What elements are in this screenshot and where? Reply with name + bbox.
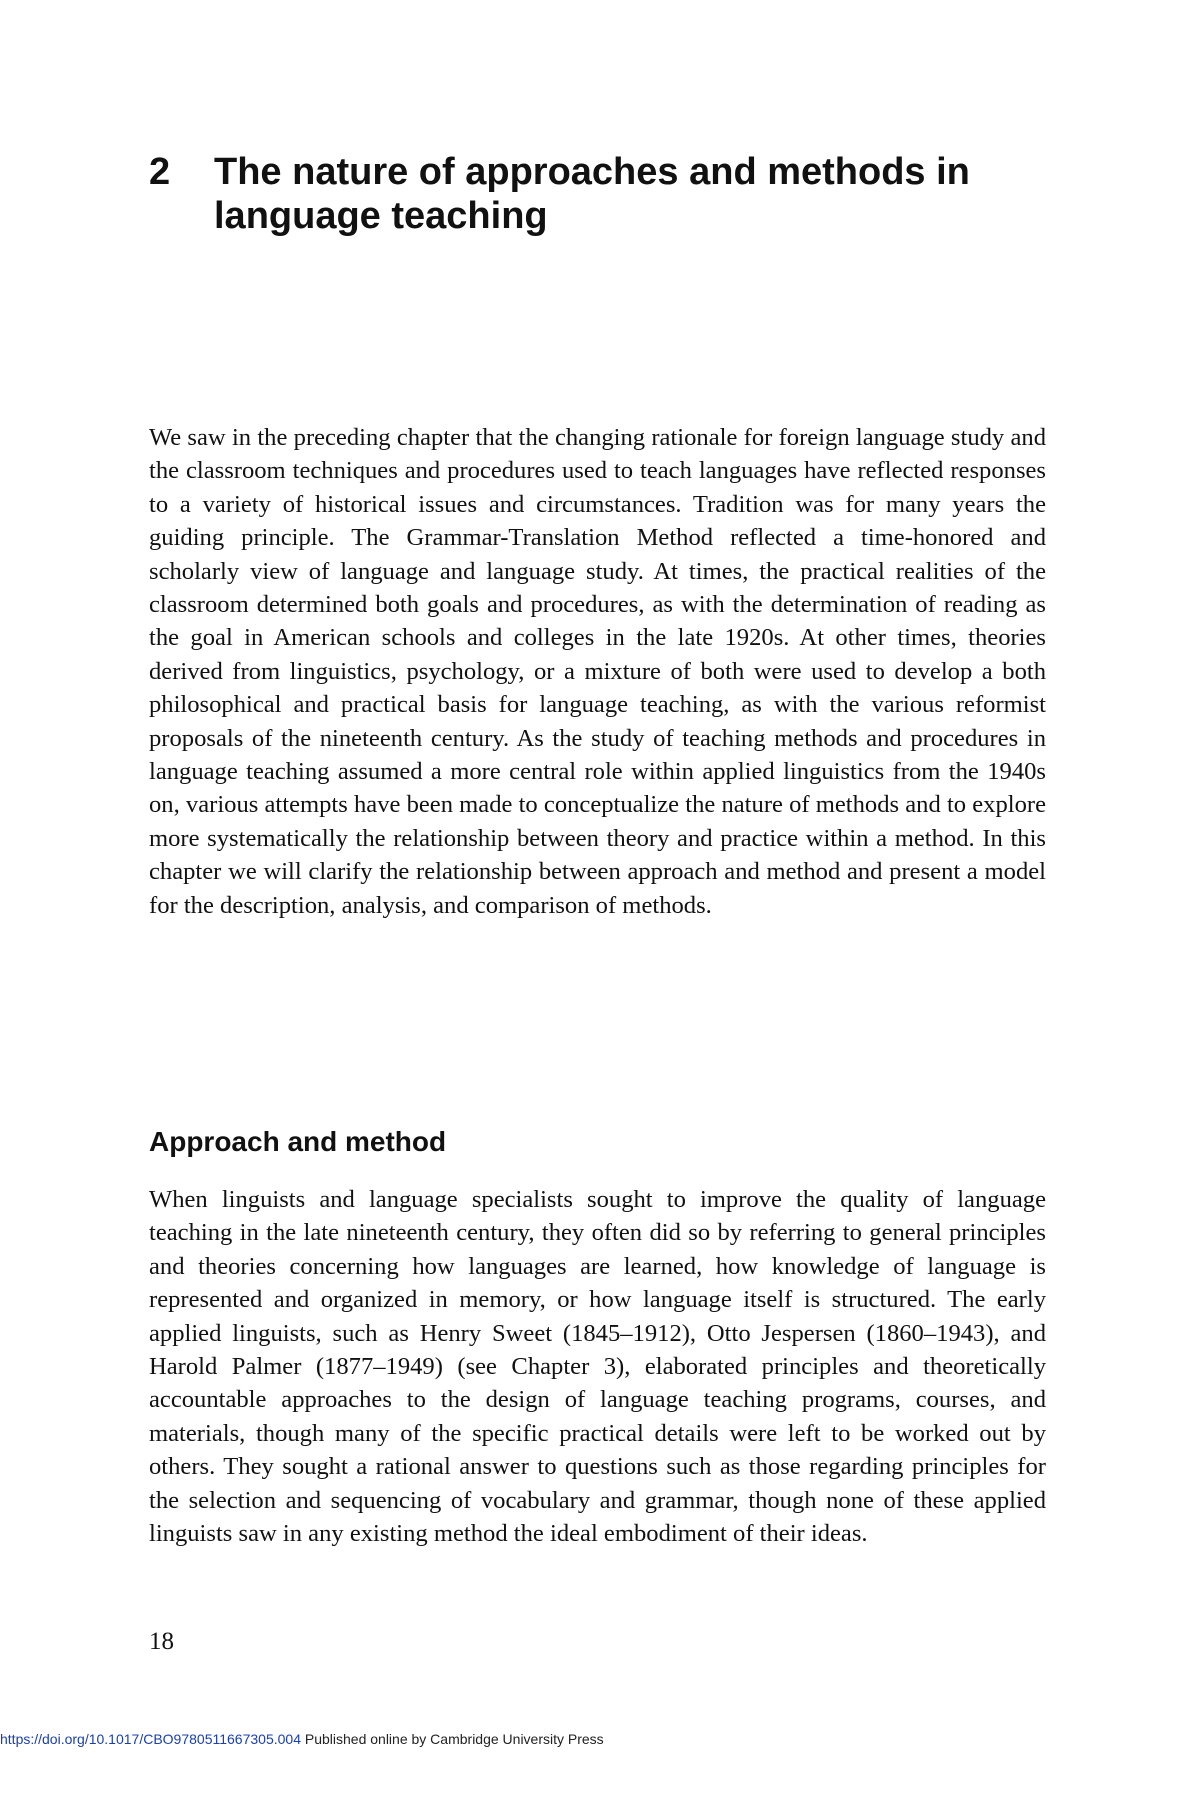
- chapter-number: 2: [149, 151, 171, 193]
- page-footer: [0, 1730, 604, 1748]
- page-number: 18: [149, 1628, 174, 1655]
- publisher-note: Published online by Cambridge University Press: [304, 1731, 604, 1747]
- chapter-title: The nature of approaches and methods in language teaching: [214, 151, 970, 237]
- intro-paragraph: We saw in the preceding chapter that the changing rationale for foreign language study and the classroom techniques and procedures used to teach languages have reflected responses to a variety of historical issues and circumstances. Tradition was for many years the guiding principle. The Grammar-Translation Method reflected a time-honored and scholarly view of language and language study. At times, the practical realities of the classroom determined both goals and procedures, as with the determination of reading as the goal in American schools and colleges in the late 1920s. At other times, theories derived from linguistics, psychology, or a mixture of both were used to develop a both philosophical and practical basis for language teaching, as with the various reformist proposals of the nineteenth century. As the study of teaching methods and procedures in language teaching assumed a more central role within applied linguistics from the 1940s on, various attempts have been made to conceptualize the nature of methods and to explore more systematically the relationship between theory and practice within a method. In this chapter we will clarify the relationship between approach and method and present a model for the description, analysis, and comparison of methods.: [149, 424, 1046, 919]
- section-heading: Approach and method: [149, 1126, 447, 1157]
- section-paragraph: When linguists and language specialists sought to improve the quality of language teaching in the late nineteenth century, they often did so by referring to general principles and theories concerning how languages are learned, how knowledge of language is represented and organized in memory, or how language itself is structured. The early applied linguists, such as Henry Sweet (1845–1912), Otto Jespersen (1860–1943), and Harold Palmer (1877–1949) (see Chapter 3), elaborated principles and theoretically accountable approaches to the design of language teaching programs, courses, and materials, though many of the specific practical details were left to be worked out by others. They sought a rational answer to questions such as those regarding principles for the selection and sequencing of vocabulary and grammar, though none of these applied linguists saw in any existing method the ideal embodiment of their ideas.: [149, 1186, 1046, 1548]
- doi-link[interactable]: https://doi.org/10.1017/CBO9780511667305.004: [0, 1731, 301, 1747]
- chapter-heading: [149, 150, 1049, 238]
